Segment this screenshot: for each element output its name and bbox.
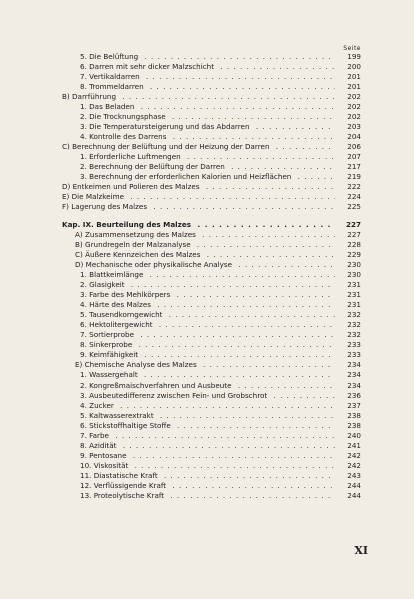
toc-entry xyxy=(0,381,414,391)
toc-entry-page: 241 xyxy=(335,441,361,451)
toc-entry-page: 243 xyxy=(335,471,361,481)
toc-entry-title: 2. Kongreßmaischverfahren und Ausbeute xyxy=(80,381,235,390)
toc-entry-title: E) Chemische Analyse des Malzes xyxy=(75,360,200,369)
toc-entry-leader xyxy=(80,421,358,431)
toc-entry-leader xyxy=(80,310,358,320)
toc-entry-leader xyxy=(80,320,358,330)
toc-entry xyxy=(0,132,414,142)
toc-entry-title: 4. Zucker xyxy=(80,401,117,410)
toc-entry-title: 3. Berechnung der erforderlichen Kalorien und Heizflächen xyxy=(80,172,294,181)
toc-entry xyxy=(0,142,414,152)
toc-entry-leader xyxy=(62,182,358,192)
toc-entry-page: 240 xyxy=(335,431,361,441)
toc-entry-title: E) Die Malzkeime xyxy=(62,192,127,201)
toc-entry-page: 233 xyxy=(335,340,361,350)
toc-entry-page: 227 xyxy=(335,220,361,230)
toc-entry-page: 233 xyxy=(335,350,361,360)
toc-entry-page: 242 xyxy=(335,461,361,471)
toc-entry-leader xyxy=(80,122,358,132)
toc-entry-title: D) Mechanische oder physikalische Analyse xyxy=(75,260,235,269)
toc-entry-title: 4. Kontrolle des Darrens xyxy=(80,132,169,141)
toc-entry-title: 3. Ausbeutedifferenz zwischen Fein- und Grobschrot xyxy=(80,391,270,400)
toc-entry-leader xyxy=(80,72,358,82)
toc-entry-title: B) Grundregeln der Malzanalyse xyxy=(75,240,194,249)
toc-entry xyxy=(0,290,414,300)
toc-entry xyxy=(0,152,414,162)
toc-entry-leader xyxy=(80,451,358,461)
toc-entry-page: 232 xyxy=(335,330,361,340)
toc-entry-leader xyxy=(62,142,358,152)
toc-entry-title: 13. Proteolytische Kraft xyxy=(80,491,167,500)
toc-entry-page: 201 xyxy=(335,82,361,92)
toc-entry xyxy=(0,82,414,92)
toc-entry-title: 2. Berechnung der Belüftung der Darren xyxy=(80,162,228,171)
toc-entry-page: 199 xyxy=(335,52,361,62)
toc-entry-leader xyxy=(80,481,358,491)
toc-entry xyxy=(0,72,414,82)
toc-entry-title: 2. Glasigkeit xyxy=(80,280,128,289)
toc-entry-leader xyxy=(80,132,358,142)
toc-entry-leader xyxy=(62,202,358,212)
toc-entry-page: 229 xyxy=(335,250,361,260)
toc-entry xyxy=(0,172,414,182)
toc-entry-title: 3. Die Temperatursteigerung und das Abdarren xyxy=(80,122,253,131)
toc-entry-leader xyxy=(80,102,358,112)
toc-entry-leader xyxy=(80,62,358,72)
toc-entry-page: 228 xyxy=(335,240,361,250)
toc-entry xyxy=(0,330,414,340)
toc-entry-title: 9. Keimfähigkeit xyxy=(80,350,141,359)
toc-entry xyxy=(0,350,414,360)
toc-entry-leader xyxy=(80,441,358,451)
toc-entry xyxy=(0,280,414,290)
table-of-contents xyxy=(0,52,414,501)
toc-entry-page: 230 xyxy=(335,270,361,280)
toc-entry-leader xyxy=(80,152,358,162)
toc-entry-page: 237 xyxy=(335,401,361,411)
toc-entry-leader xyxy=(80,270,358,280)
toc-entry-page: 204 xyxy=(335,132,361,142)
toc-entry-leader xyxy=(80,491,358,501)
toc-entry-leader xyxy=(75,240,358,250)
toc-entry-leader xyxy=(80,172,358,182)
toc-entry-page: 238 xyxy=(335,411,361,421)
toc-entry-title: 6. Hektolitergewicht xyxy=(80,320,156,329)
toc-entry-leader xyxy=(80,340,358,350)
toc-entry-leader xyxy=(62,92,358,102)
toc-entry-page: 225 xyxy=(335,202,361,212)
toc-entry-title: 1. Das Beladen xyxy=(80,102,137,111)
toc-entry-page: 231 xyxy=(335,280,361,290)
toc-entry xyxy=(0,451,414,461)
toc-entry-title: 5. Tausendkorngewicht xyxy=(80,310,165,319)
toc-entry-title: 5. Die Belüftung xyxy=(80,52,141,61)
toc-entry-page: 234 xyxy=(335,370,361,380)
toc-entry-title: 7. Vertikaldarren xyxy=(80,72,143,81)
toc-entry-title: 7. Sortierprobe xyxy=(80,330,137,339)
toc-entry-page: 232 xyxy=(335,320,361,330)
toc-entry-leader xyxy=(80,350,358,360)
toc-entry-page: 227 xyxy=(335,230,361,240)
toc-entry-title: 2. Die Trocknungsphase xyxy=(80,112,169,121)
toc-entry-title: C) Äußere Kennzeichen des Malzes xyxy=(75,250,203,259)
toc-entry-page: 207 xyxy=(335,152,361,162)
toc-entry-leader xyxy=(80,52,358,62)
toc-entry-page: 238 xyxy=(335,421,361,431)
toc-entry-page: 244 xyxy=(335,481,361,491)
toc-entry xyxy=(0,320,414,330)
toc-entry-title: B) Darrführung xyxy=(62,92,119,101)
toc-entry-leader xyxy=(80,290,358,300)
toc-entry xyxy=(0,192,414,202)
toc-entry-title: 7. Farbe xyxy=(80,431,112,440)
toc-entry xyxy=(0,112,414,122)
toc-entry xyxy=(0,230,414,240)
toc-entry-page: 244 xyxy=(335,491,361,501)
toc-entry-title: C) Berechnung der Belüftung und der Heizung der Darren xyxy=(62,142,273,151)
toc-entry xyxy=(0,481,414,491)
toc-entry-title: A) Zusammensetzung des Malzes xyxy=(75,230,199,239)
toc-entry xyxy=(0,471,414,481)
toc-entry-page: 242 xyxy=(335,451,361,461)
toc-entry xyxy=(0,310,414,320)
toc-entry-title: 11. Diastatische Kraft xyxy=(80,471,161,480)
toc-entry-title: 4. Härte des Malzes xyxy=(80,300,154,309)
toc-entry xyxy=(0,431,414,441)
toc-entry-page: 201 xyxy=(335,72,361,82)
toc-entry-page: 234 xyxy=(335,360,361,370)
toc-entry xyxy=(0,52,414,62)
toc-entry-leader xyxy=(80,401,358,411)
toc-entry xyxy=(0,162,414,172)
toc-entry-title: 9. Pentosane xyxy=(80,451,130,460)
toc-entry xyxy=(0,370,414,380)
toc-entry-title: F) Lagerung des Malzes xyxy=(62,202,150,211)
page-column-header: Seite xyxy=(343,45,361,52)
toc-entry-leader xyxy=(80,391,358,401)
toc-entry-page: 234 xyxy=(335,381,361,391)
toc-entry xyxy=(0,92,414,102)
toc-entry-page: 236 xyxy=(335,391,361,401)
toc-entry xyxy=(0,491,414,501)
toc-entry-page: 202 xyxy=(335,102,361,112)
toc-entry-title: 8. Trommeldarren xyxy=(80,82,147,91)
toc-entry xyxy=(0,441,414,451)
toc-entry xyxy=(0,300,414,310)
toc-entry-page: 217 xyxy=(335,162,361,172)
toc-entry-title: D) Entkeimen und Polieren des Malzes xyxy=(62,182,203,191)
toc-entry-leader xyxy=(80,82,358,92)
toc-entry xyxy=(0,122,414,132)
toc-entry-leader xyxy=(80,370,358,380)
toc-entry-title: 12. Verflüssigende Kraft xyxy=(80,481,169,490)
toc-entry-page: 222 xyxy=(335,182,361,192)
toc-entry-leader xyxy=(80,411,358,421)
toc-entry-page: 203 xyxy=(335,122,361,132)
toc-entry-page: 206 xyxy=(335,142,361,152)
toc-entry-leader xyxy=(75,250,358,260)
toc-entry-page: 224 xyxy=(335,192,361,202)
toc-entry-page: 200 xyxy=(335,62,361,72)
toc-entry-leader xyxy=(80,330,358,340)
toc-entry xyxy=(0,220,414,230)
toc-entry-leader xyxy=(80,112,358,122)
toc-entry-leader xyxy=(62,220,358,230)
toc-entry-leader xyxy=(80,280,358,290)
toc-entry xyxy=(0,270,414,280)
toc-spacer xyxy=(0,212,414,220)
toc-entry-title: 6. Stickstoffhaltige Stoffe xyxy=(80,421,174,430)
toc-entry-title: 1. Wassergehalt xyxy=(80,370,141,379)
toc-entry-leader xyxy=(75,230,358,240)
toc-entry-leader xyxy=(75,360,358,370)
toc-entry-page: 219 xyxy=(335,172,361,182)
toc-entry xyxy=(0,182,414,192)
toc-entry-page: 231 xyxy=(335,290,361,300)
toc-entry-page: 230 xyxy=(335,260,361,270)
toc-entry-leader xyxy=(62,192,358,202)
toc-entry-title: Kap. IX. Beurteilung des Malzes xyxy=(62,220,194,229)
toc-entry xyxy=(0,411,414,421)
toc-entry xyxy=(0,250,414,260)
toc-entry-title: 8. Azidität xyxy=(80,441,119,450)
toc-entry-title: 8. Sinkerprobe xyxy=(80,340,135,349)
toc-entry xyxy=(0,360,414,370)
toc-entry-title: 5. Kaltwasserextrakt xyxy=(80,411,157,420)
toc-entry-title: 1. Blattkeimlänge xyxy=(80,270,146,279)
toc-entry-leader xyxy=(80,431,358,441)
toc-entry xyxy=(0,391,414,401)
toc-entry-page: 202 xyxy=(335,112,361,122)
toc-entry xyxy=(0,102,414,112)
page-number: XI xyxy=(354,544,368,557)
toc-entry-leader xyxy=(75,260,358,270)
toc-entry xyxy=(0,461,414,471)
toc-entry-leader xyxy=(80,471,358,481)
toc-entry xyxy=(0,62,414,72)
toc-entry-leader xyxy=(80,461,358,471)
toc-entry xyxy=(0,421,414,431)
toc-entry-page: 231 xyxy=(335,300,361,310)
toc-entry-title: 10. Viskosität xyxy=(80,461,131,470)
toc-entry xyxy=(0,340,414,350)
toc-entry xyxy=(0,401,414,411)
toc-entry-title: 1. Erforderliche Luftmengen xyxy=(80,152,184,161)
toc-entry-leader xyxy=(80,300,358,310)
toc-entry xyxy=(0,240,414,250)
toc-entry-title: 6. Darren mit sehr dicker Malzschicht xyxy=(80,62,217,71)
toc-entry-leader xyxy=(80,162,358,172)
toc-entry xyxy=(0,260,414,270)
toc-entry-page: 202 xyxy=(335,92,361,102)
toc-entry-title: 3. Farbe des Mehlkörpers xyxy=(80,290,173,299)
toc-entry xyxy=(0,202,414,212)
toc-entry-page: 232 xyxy=(335,310,361,320)
toc-entry-leader xyxy=(80,381,358,391)
